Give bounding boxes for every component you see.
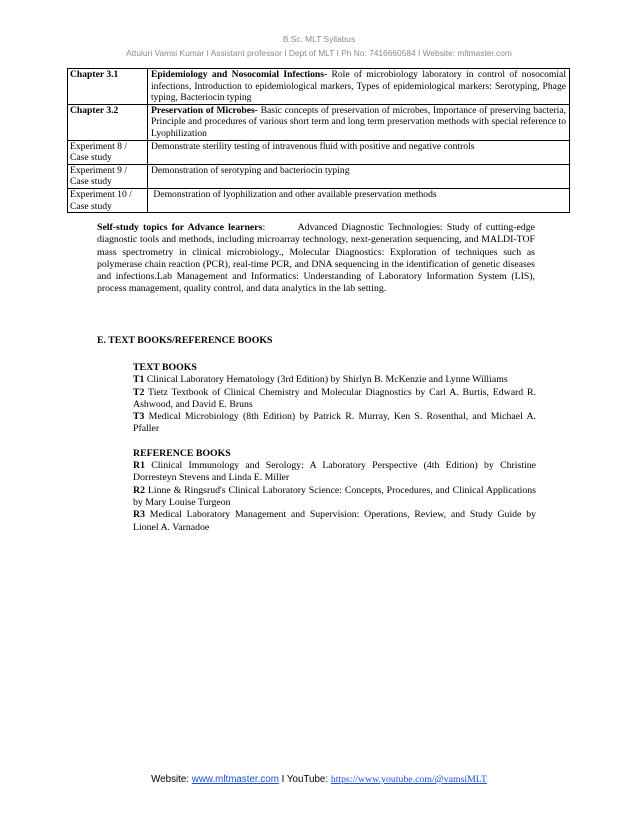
book-code: R3 (133, 509, 145, 521)
book-text: Clinical Immunology and Serology: A Laboratory Perspective (4th Edition) by Christine Dorresteyn Stevens and Linda E. Miller (133, 460, 536, 484)
table-row (68, 188, 570, 212)
book-text: Medical Laboratory Management and Supervision: Operations, Review, and Study Guide by Lionel A. Varnadoe (133, 509, 536, 533)
page-footer (0, 774, 638, 785)
list-item (133, 460, 536, 485)
section-heading: E. TEXT BOOKS/REFERENCE BOOKS (97, 335, 273, 346)
footer-separator: I YouTube: (278, 774, 331, 785)
row-label: Experiment 10 / Case study (68, 188, 148, 212)
table-row (68, 164, 570, 188)
book-code: R1 (133, 460, 145, 472)
table-row (68, 140, 570, 164)
row-text: Demonstration of serotyping and bacteriocin typing (148, 164, 570, 188)
books-list (133, 362, 536, 534)
book-text: Clinical Laboratory Hematology (3rd Edition) by Shirlyn B. McKenzie and Lynne Williams (144, 374, 508, 386)
row-label: Experiment 9 / Case study (68, 164, 148, 188)
book-text: Linne & Ringsrud's Clinical Laboratory Science: Concepts, Procedures, and Clinical Applications by Mary Louise Turgeon (133, 484, 536, 508)
header-title: B.Sc. MLT Syllabus (282, 34, 356, 44)
book-code: R2 (133, 484, 145, 496)
table-row (68, 104, 570, 140)
row-label: Experiment 8 / Case study (68, 140, 148, 164)
list-item (133, 485, 536, 510)
row-title: Epidemiology and Nosocomial Infections- (151, 69, 328, 80)
self-study-text: : Advanced Diagnostic Technologies: Study of cutting-edge diagnostic tools and methods, including microarray technology, next-generation sequencing, and MALDI-TOF mass spectrometry in clinical microbiology., Molecular Diagnostics: Exploration of techniques such as polymerase chain reaction (PCR), real-time PCR, and DNA sequencing in the identification of genetic diseases and infections.Lab Management and Informatics: Understanding of Laboratory Information System (LIS), process management, quality control, and data analytics in the lab setting. (97, 222, 538, 295)
youtube-link[interactable]: https://www.youtube.com/@vamsiMLT (330, 774, 487, 785)
book-text: Tietz Textbook of Clinical Chemistry and Molecular Diagnostics by Carl A. Burtis, Edward R. Ashwood, and David E. Bruns (133, 386, 536, 410)
book-code: T2 (133, 386, 145, 398)
website-link[interactable]: www.mltmaster.com (191, 774, 279, 785)
list-item (133, 411, 536, 436)
row-text: Basic concepts of preservation of microbes, Importance of preserving bacteria, Principle and procedures of various short term and long term preservation methods with special reference to Lyophilization (151, 104, 566, 139)
list-item (133, 387, 536, 412)
row-content (148, 69, 570, 105)
list-item (133, 509, 536, 534)
row-title: Preservation of Microbes- (151, 104, 258, 116)
website-label: Website: (151, 774, 192, 785)
self-study-paragraph (97, 222, 538, 296)
row-text: Demonstration of lyophilization and other available preservation methods (148, 188, 570, 212)
table-row (68, 69, 570, 105)
row-content (148, 104, 570, 140)
row-label: Chapter 3.2 (68, 104, 148, 140)
row-text: Demonstrate sterility testing of intravenous fluid with positive and negative controls (148, 140, 570, 164)
syllabus-table (67, 68, 570, 213)
row-text: Role of microbiology laboratory in control of nosocomial infections, Introduction to epidemiological markers, Types of epidemiological markers: Serotyping, Phage typing, Bacteriocin typing (151, 69, 566, 104)
header-author-line: Attuluri Vamsi Kumar I Assistant professor I Dept of MLT I Ph No: 7416660584 I Website: mltmaster.com (126, 48, 512, 58)
row-label: Chapter 3.1 (68, 69, 148, 105)
book-code: T3 (133, 411, 145, 423)
text-books-heading: TEXT BOOKS (133, 362, 197, 373)
book-text: Medical Microbiology (8th Edition) by Patrick R. Murray, Ken S. Rosenthal, and Michael A. Pfaller (133, 411, 536, 435)
list-item (133, 374, 536, 386)
book-code: T1 (133, 374, 145, 386)
self-study-label: Self-study topics for Advance learners (97, 222, 263, 233)
reference-books-heading: REFERENCE BOOKS (133, 447, 231, 459)
